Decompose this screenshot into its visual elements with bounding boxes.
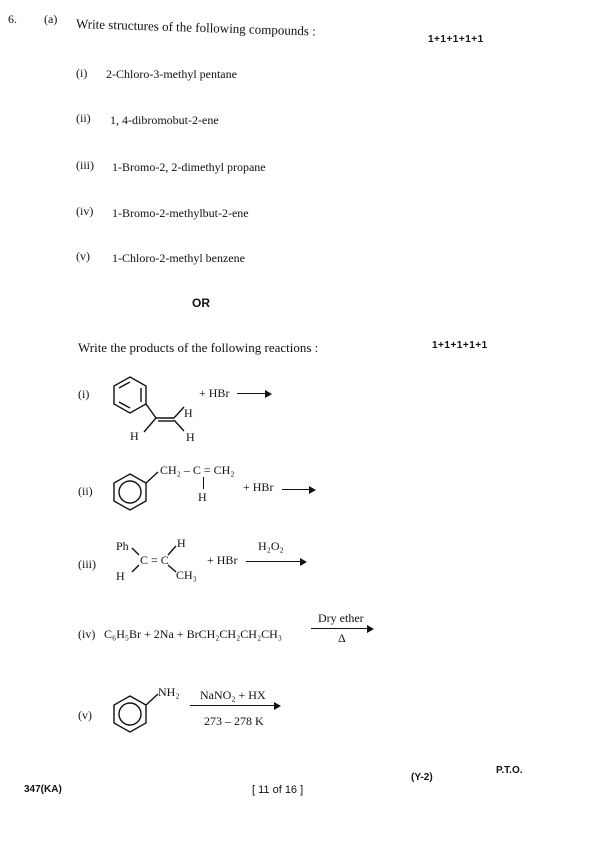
reaction-condition: H₂O₂ (258, 539, 284, 553)
atom-label: H (198, 490, 207, 504)
list-item-label: (ii) (76, 111, 91, 125)
reaction-label: (v) (78, 708, 92, 722)
alternative-instruction: Write the products of the following reactions : (78, 340, 319, 355)
list-item-text: 2-Chloro-3-methyl pentane (106, 67, 237, 81)
substituent-group: NH₂ (158, 685, 180, 699)
list-item-text: 1-Bromo-2, 2-dimethyl propane (112, 160, 266, 174)
atom-label: H (184, 406, 193, 420)
reaction-equation: C₆H₅Br + 2Na + BrCH₂CH₂CH₂CH₃ (104, 627, 282, 641)
question-part: (a) (44, 12, 58, 26)
reagent: + HBr (207, 553, 238, 567)
reaction-condition: 273 – 278 K (204, 714, 264, 728)
reaction-arrow (282, 489, 314, 490)
page-number: [ 11 of 16 ] (252, 784, 304, 796)
atom-label: H (130, 429, 139, 443)
list-item-text: 1-Bromo-2-methylbut-2-ene (112, 206, 249, 220)
reaction-condition: Δ (338, 631, 346, 645)
list-item-text: 1-Chloro-2-methyl benzene (112, 251, 245, 265)
or-separator: OR (192, 296, 210, 310)
reaction-label: (ii) (78, 484, 93, 498)
reagent: + HBr (199, 386, 230, 400)
reaction-arrow (237, 393, 270, 394)
benzene-ring (108, 468, 168, 518)
reagent: + HBr (243, 480, 274, 494)
reaction-arrow (190, 705, 279, 706)
reaction-label: (iv) (78, 627, 96, 641)
atom-label: CH₃ (176, 568, 197, 582)
list-item-label: (iii) (76, 158, 94, 172)
series-code: (Y-2) (411, 772, 433, 783)
reaction-label: (i) (78, 387, 90, 401)
reaction-label: (iii) (78, 557, 96, 571)
paper-code: 347(KA) (24, 784, 62, 795)
double-bond: C = C (140, 553, 169, 567)
list-item-label: (iv) (76, 204, 94, 218)
question-instruction: Write structures of the following compounds : (75, 16, 317, 39)
atom-label: H (177, 536, 186, 550)
question-marks: 1+1+1+1+1 (428, 34, 484, 45)
atom-label: Ph (116, 539, 129, 553)
list-item-text: 1, 4-dibromobut-2-ene (110, 113, 219, 127)
question-number: 6. (8, 12, 17, 26)
pto-label: P.T.O. (496, 765, 523, 776)
bond-line (203, 477, 204, 489)
reaction-arrow (311, 628, 372, 629)
list-item-label: (v) (76, 249, 90, 263)
styrene-structure (100, 370, 210, 450)
reaction-condition: NaNO₂ + HX (200, 688, 266, 702)
alternative-marks: 1+1+1+1+1 (432, 340, 488, 351)
atom-label: H (186, 430, 195, 444)
list-item-label: (i) (76, 66, 88, 80)
substituent-chain: CH₂ – C = CH₂ (160, 463, 235, 477)
reaction-condition: Dry ether (318, 611, 364, 625)
reaction-arrow (246, 561, 305, 562)
atom-label: H (116, 569, 125, 583)
